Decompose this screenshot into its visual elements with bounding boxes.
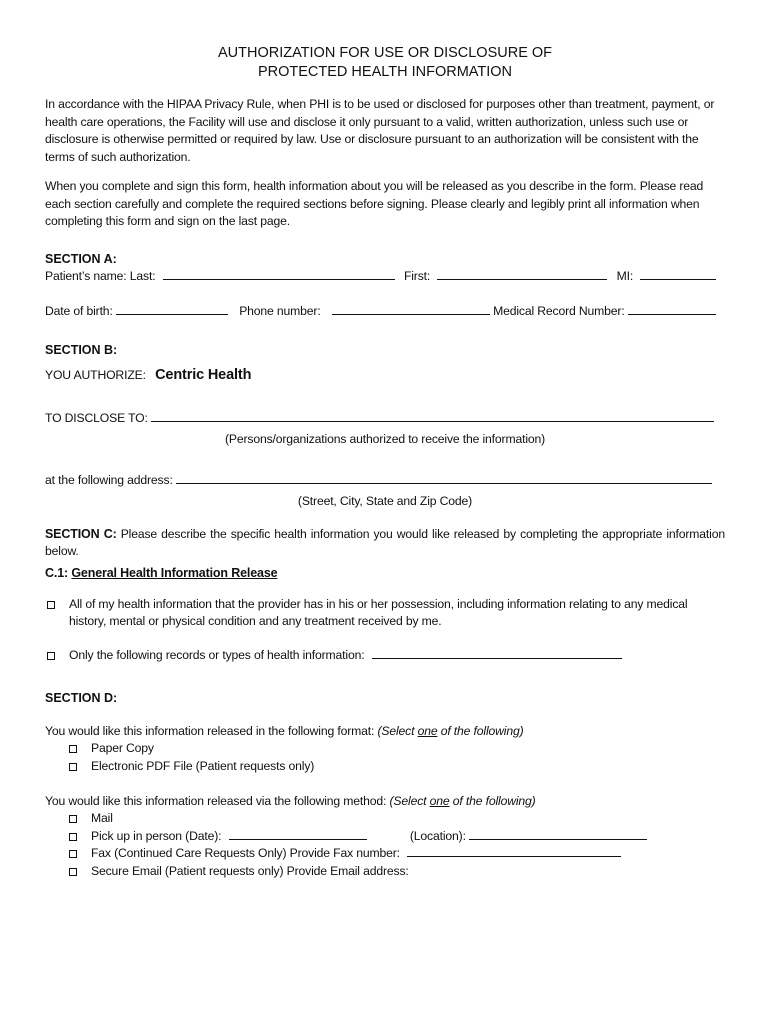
authorized-entity: Centric Health [155, 366, 252, 383]
first-name-label: First: [403, 268, 431, 283]
address-field[interactable] [176, 472, 712, 484]
authorization-form [45, 44, 725, 880]
format-pdf-checkbox[interactable] [69, 763, 77, 771]
method-mail-label: Mail [91, 811, 113, 825]
method-hint-pre: (Select [389, 794, 430, 808]
c1-prefix: C.1: [45, 565, 69, 580]
form-title [45, 44, 725, 82]
disclose-to-field[interactable] [151, 410, 714, 422]
fax-number-field[interactable] [407, 845, 621, 857]
method-pickup-label: Pick up in person (Date): [91, 828, 222, 843]
section-d-heading: SECTION D: [45, 691, 118, 705]
title-line-2: PROTECTED HEALTH INFORMATION [257, 64, 513, 80]
dob-label: Date of birth: [45, 303, 113, 318]
method-email-label: Secure Email (Patient requests only) Provide Email address: [91, 863, 409, 878]
format-paper-label: Paper Copy [91, 741, 154, 755]
address-row [45, 472, 725, 489]
method-mail-checkbox[interactable] [69, 815, 77, 823]
authorize-label: YOU AUTHORIZE: [45, 367, 146, 382]
mi-field[interactable] [640, 268, 716, 280]
format-pdf-label: Electronic PDF File (Patient requests only) [91, 758, 315, 773]
method-fax-label: Fax (Continued Care Requests Only) Provide Fax number: [91, 846, 400, 860]
method-fax-checkbox[interactable] [69, 850, 77, 858]
method-location-label: (Location): [409, 828, 466, 843]
pickup-location-field[interactable] [469, 828, 647, 840]
method-email-row [69, 863, 725, 881]
section-a-heading: SECTION A: [45, 251, 117, 266]
c1-heading [45, 565, 725, 582]
section-b-heading: SECTION B: [45, 342, 118, 357]
address-caption: (Street, City, State and Zip Code) [297, 493, 473, 508]
instructions-paragraph: When you complete and sign this form, health information about you will be released as you describe in the form. Please read each section carefully and complete the required sections before signing. Please clearly and legibly print all information when completing this form and sign on the last page. [45, 179, 704, 228]
format-option-pdf-row [69, 758, 725, 776]
format-question-row [45, 723, 725, 740]
option-specific-row [45, 647, 725, 665]
format-hint-pre: (Select [377, 724, 418, 738]
section-c-intro [45, 526, 725, 561]
method-fax-text [91, 845, 725, 863]
option-specific-checkbox[interactable] [47, 652, 55, 660]
format-question: You would like this information released in the following format: [45, 724, 375, 738]
method-question-row [45, 793, 725, 810]
format-option-paper-row [69, 740, 725, 758]
method-email-checkbox[interactable] [69, 868, 77, 876]
mrn-label: Medical Record Number: [493, 303, 625, 318]
dob-field[interactable] [116, 303, 228, 315]
disclose-to-caption: (Persons/organizations authorized to receive the information) [224, 431, 546, 446]
method-hint-word: one [429, 794, 450, 808]
option-all-checkbox[interactable] [47, 601, 55, 609]
dob-phone-row [45, 303, 725, 320]
first-name-field[interactable] [437, 268, 607, 280]
mrn-field[interactable] [628, 303, 716, 315]
method-pickup-checkbox[interactable] [69, 833, 77, 841]
title-line-1: AUTHORIZATION FOR USE OR DISCLOSURE OF [217, 45, 553, 61]
address-label: at the following address: [45, 472, 173, 487]
method-fax-row [69, 845, 725, 863]
format-hint-post: of the following) [437, 724, 524, 738]
authorize-row [45, 367, 725, 384]
pickup-date-field[interactable] [229, 828, 367, 840]
option-all-text: All of my health information that the provider has in his or her possession, including information relating to any medical history, mental or physical condition and any treatment received by me. [69, 596, 688, 628]
c1-title: General Health Information Release [71, 565, 278, 580]
last-name-label: Patient’s name: Last: [45, 268, 156, 283]
method-pickup-text [91, 828, 725, 846]
option-specific-text [69, 647, 725, 665]
method-question: You would like this information released via the following method: [45, 794, 387, 808]
method-mail-row [69, 810, 725, 828]
format-hint [377, 724, 523, 738]
section-c-description: Please describe the specific health information you would like released by completing the appropriate information below. [45, 526, 725, 558]
format-hint-word: one [417, 724, 438, 738]
option-all-row [45, 596, 725, 631]
method-hint [390, 794, 536, 808]
disclose-to-row [45, 410, 725, 427]
mi-label: MI: [616, 268, 634, 283]
patient-name-row [45, 268, 725, 285]
format-paper-checkbox[interactable] [69, 745, 77, 753]
last-name-field[interactable] [163, 268, 395, 280]
method-pickup-row [69, 828, 725, 846]
disclose-to-label: TO DISCLOSE TO: [45, 410, 148, 425]
intro-paragraph: In accordance with the HIPAA Privacy Rule, when PHI is to be used or disclosed for purposes other than treatment, payment, or health care operations, the Facility will use and disclose it only pursuant to a valid, written authorization, unless such use or disclosure is otherwise permitted or required by law. Use or disclosure pursuant to an authorization will be consistent with the terms of such authorization. [45, 97, 715, 164]
section-c-heading: SECTION C: [45, 526, 117, 541]
phone-field[interactable] [332, 303, 490, 315]
phone-label: Phone number: [239, 303, 321, 318]
option-specific-field[interactable] [372, 647, 622, 659]
option-specific-label: Only the following records or types of health information: [69, 647, 365, 662]
method-hint-post: of the following) [449, 794, 536, 808]
